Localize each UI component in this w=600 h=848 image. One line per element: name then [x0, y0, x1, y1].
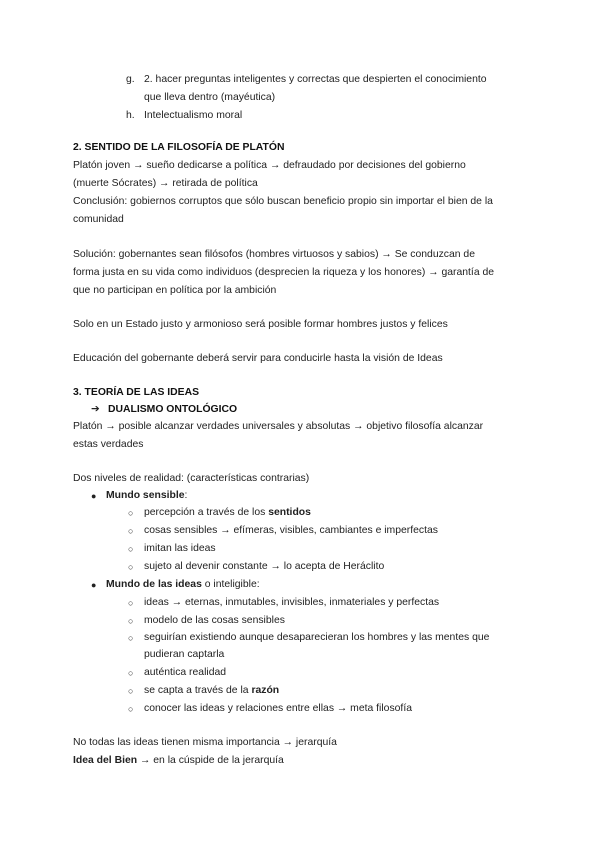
- circle-bullet-icon: ○: [128, 616, 134, 626]
- circle-bullet-icon: ○: [128, 562, 134, 572]
- arrow-right-icon: ➔: [91, 404, 100, 415]
- sensible-item-4: sujeto al devenir constante → lo acepta de Heráclito: [144, 561, 385, 572]
- jerarquia-line: No todas las ideas tienen misma importancia → jerarquía: [73, 737, 337, 748]
- sensible-item-3: imitan las ideas: [144, 543, 216, 554]
- mundo-ideas-label: Mundo de las ideas: [106, 579, 202, 590]
- section2-p5: Educación del gobernante deberá servir para conducirle hasta la visión de Ideas: [73, 353, 443, 364]
- section2-p1-line-1: Platón joven → sueño dedicarse a política → defraudado por decisiones del gobierno: [73, 160, 466, 171]
- section2-p4: Solo en un Estado justo y armonioso será posible formar hombres justos y felices: [73, 319, 448, 330]
- circle-bullet-icon: ○: [128, 704, 134, 714]
- section3-niveles: Dos niveles de realidad: (características contrarias): [73, 473, 310, 484]
- mundo-ideas-suffix: o inteligible:: [201, 579, 260, 590]
- sensible-item-1-bold: sentidos: [268, 507, 311, 518]
- section3-p1-line-1: Platón → posible alcanzar verdades universales y absolutas → objetivo filosofía alcanzar: [73, 421, 484, 432]
- bullet-icon: ●: [91, 491, 97, 501]
- circle-bullet-icon: ○: [128, 544, 134, 554]
- sensible-item-2: cosas sensibles → efímeras, visibles, cambiantes e imperfectas: [144, 525, 438, 536]
- sensible-item-1-text: percepción a través de los: [144, 507, 269, 518]
- section2-heading: 2. SENTIDO DE LA FILOSOFÍA DE PLATÓN: [73, 142, 285, 153]
- ideas-item-5-bold: razón: [251, 685, 280, 696]
- mundo-ideas-title: [106, 578, 260, 592]
- sensible-item-1: [144, 506, 311, 520]
- section2-p3-line-2: forma justa en su vida como individuos (desprecien la riqueza y los honores) → garantía de: [73, 267, 495, 278]
- circle-bullet-icon: ○: [128, 686, 134, 696]
- section3-p1-line-2: estas verdades: [73, 439, 144, 450]
- section2-p2-line-1: Conclusión: gobiernos corruptos que sólo buscan beneficio propio sin importar el bien de la: [73, 196, 493, 207]
- circle-bullet-icon: ○: [128, 598, 134, 608]
- mundo-sensible-label: Mundo sensible: [106, 490, 185, 501]
- ideas-item-5-text: se capta a través de la: [144, 685, 252, 696]
- section3-subheading: DUALISMO ONTOLÓGICO: [108, 404, 238, 415]
- idea-del-bien-line: [73, 754, 284, 768]
- ideas-item-5: [144, 684, 279, 698]
- idea-del-bien-rest: → en la cúspide de la jerarquía: [137, 755, 284, 766]
- section2-p3-line-3: que no participan en política por la ambición: [73, 285, 277, 296]
- ideas-item-3-line-1: seguirían existiendo aunque desaparecieran los hombres y las mentes que: [144, 632, 490, 643]
- circle-bullet-icon: ○: [128, 526, 134, 536]
- list-marker-g: g.: [126, 74, 135, 85]
- ideas-item-6: conocer las ideas y relaciones entre ellas → meta filosofía: [144, 703, 412, 714]
- ideas-item-2: modelo de las cosas sensibles: [144, 615, 285, 626]
- section2-p1-line-2: (muerte Sócrates) → retirada de política: [73, 178, 258, 189]
- section3-heading: 3. TEORÍA DE LAS IDEAS: [73, 387, 200, 398]
- mundo-sensible-title: [106, 489, 187, 503]
- circle-bullet-icon: ○: [128, 668, 134, 678]
- idea-del-bien-label: Idea del Bien: [73, 755, 138, 766]
- section2-p3-line-1: Solución: gobernantes sean filósofos (hombres virtuosos y sabios) → Se conduzcan de: [73, 249, 475, 260]
- ideas-item-4: auténtica realidad: [144, 667, 227, 678]
- list-item-g-line-1: 2. hacer preguntas inteligentes y correctas que despierten el conocimiento: [144, 74, 487, 85]
- section2-p2-line-2: comunidad: [73, 214, 124, 225]
- list-item-g-line-2: que lleva dentro (mayéutica): [144, 92, 276, 103]
- bullet-icon: ●: [91, 580, 97, 590]
- list-marker-h: h.: [126, 110, 135, 121]
- list-item-h: Intelectualismo moral: [144, 110, 243, 121]
- mundo-sensible-colon: :: [184, 490, 188, 501]
- circle-bullet-icon: ○: [128, 508, 134, 518]
- circle-bullet-icon: ○: [128, 633, 134, 643]
- ideas-item-1: ideas → eternas, inmutables, invisibles, inmateriales y perfectas: [144, 597, 440, 608]
- ideas-item-3-line-2: pudieran captarla: [144, 649, 225, 660]
